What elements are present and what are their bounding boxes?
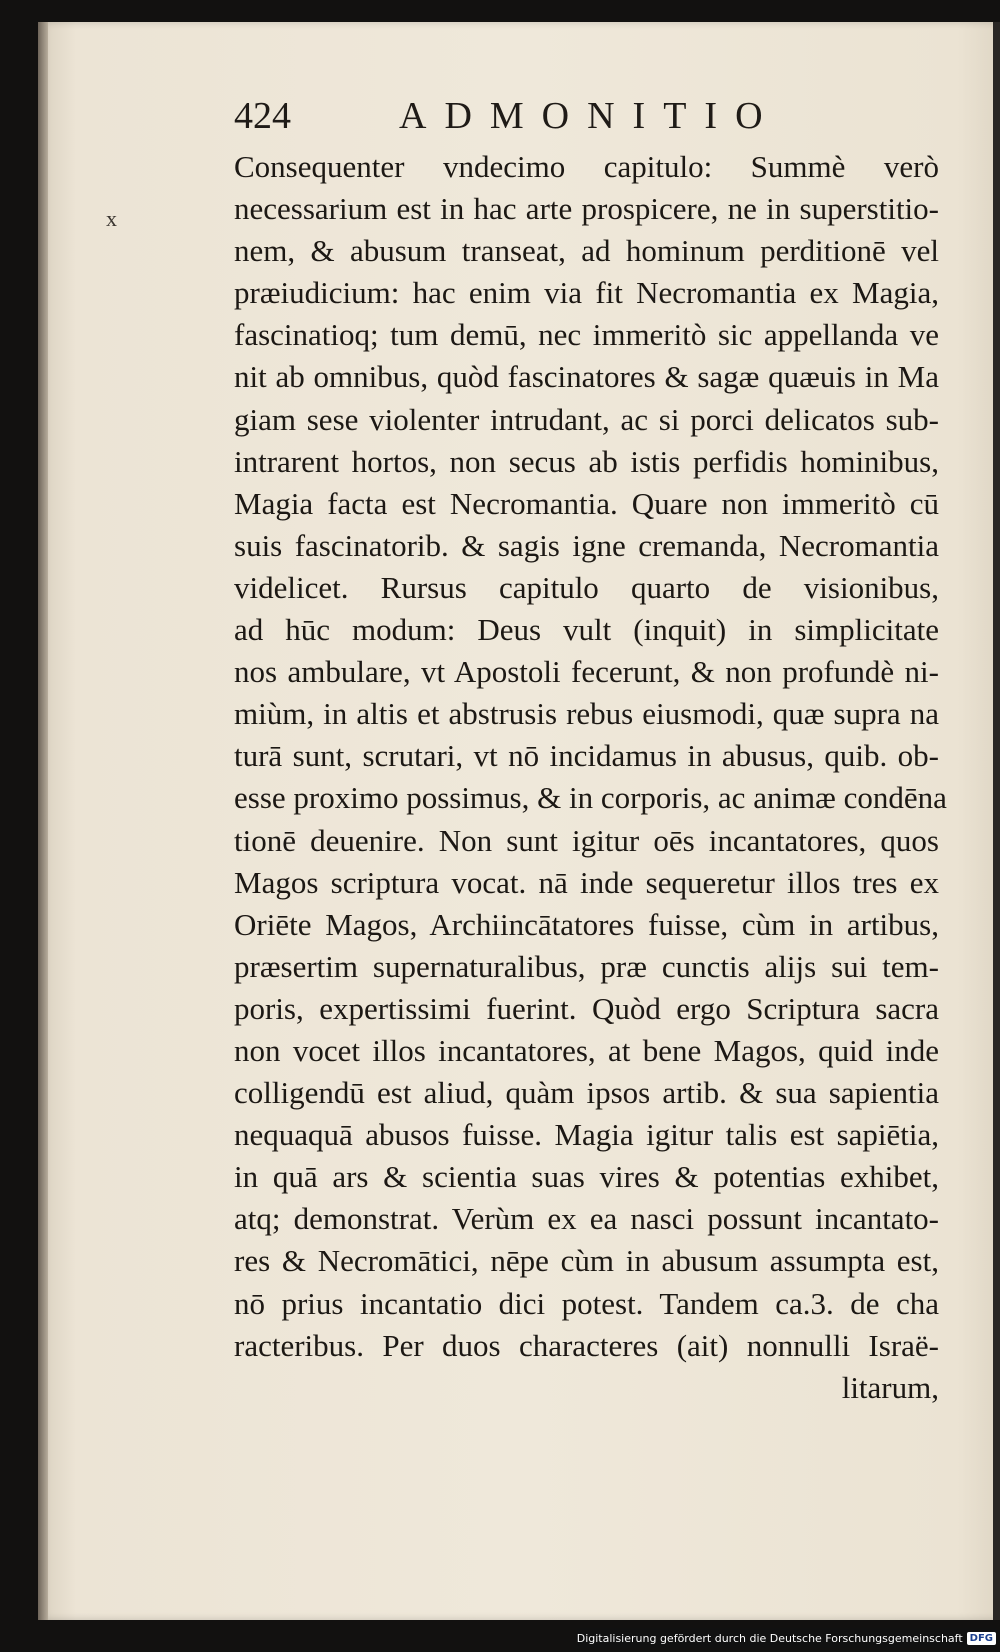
funding-text: Digitalisierung gefördert durch die Deutsche Forschungsgemeinschaft	[576, 1631, 963, 1645]
text-line: poris, expertissimi fuerint. Quòd ergo Scriptura sacra	[234, 990, 939, 1026]
catchword-line: litarum,	[841, 1369, 939, 1405]
text-line: ad hūc modum: Deus vult (inquit) in simplicitate	[234, 612, 939, 648]
text-line: videlicet. Rursus capitulo quarto de visionibus,	[234, 569, 939, 605]
text-line: nit ab omnibus, quòd fascinatores & sagæ quæuis in Ma	[234, 359, 939, 395]
text-line: res & Necromātici, nēpe cùm in abusum assumpta est,	[234, 1243, 939, 1279]
text-line: miùm, in altis et abstrusis rebus eiusmodi, quæ supra na	[234, 696, 939, 732]
text-line: præsertim supernaturalibus, præ cunctis alijs sui tem-	[234, 948, 939, 984]
text-line: tionē deuenire. Non sunt igitur oēs incantatores, quos	[234, 822, 939, 858]
text-line: colligendū est aliud, quàm ipsos artib. & sua sapientia	[234, 1075, 939, 1111]
text-line: atq; demonstrat. Verùm ex ea nasci possunt incantato-	[234, 1201, 939, 1237]
text-line: Consequenter vndecimo capitulo: Summè verò	[234, 149, 939, 184]
text-line: Magia facta est Necromantia. Quare non immeritò cū	[234, 485, 939, 521]
text-line: nos ambulare, vt Apostoli fecerunt, & non profundè ni-	[234, 654, 939, 690]
running-title: ADMONITIO	[399, 95, 781, 137]
page-gutter-shadow	[38, 22, 48, 1620]
funding-footer	[577, 1628, 996, 1648]
text-line: Magos scriptura vocat. nā inde sequeretur illos tres ex	[234, 864, 939, 900]
text-line: fascinatioq; tum demū, nec immeritò sic appellanda ve	[234, 317, 939, 353]
text-line: nō prius incantatio dici potest. Tandem ca.3. de cha	[234, 1285, 939, 1321]
text-line: nequaquā abusos fuisse. Magia igitur talis est sapiētia,	[234, 1117, 939, 1153]
page-number: 424	[234, 95, 291, 137]
text-line: esse proximo possimus, & in corporis, ac animæ condēna	[234, 780, 947, 816]
text-line: turā sunt, scrutari, vt nō incidamus in abusus, quib. ob-	[234, 738, 939, 774]
text-line: intrarent hortos, non secus ab istis perfidis hominibus,	[234, 443, 939, 479]
text-line: giam sese violenter intrudant, ac si porci delicatos sub-	[234, 401, 939, 437]
dfg-logo: DFG	[967, 1632, 996, 1645]
text-line: præiudicium: hac enim via fit Necromantia ex Magia,	[234, 275, 939, 311]
page-right-edge	[993, 22, 1000, 1620]
margin-mark: x	[106, 206, 117, 231]
text-line: in quā ars & scientia suas vires & potentias exhibet,	[234, 1159, 939, 1195]
text-line: Oriēte Magos, Archiincātatores fuisse, cùm in artibus,	[234, 906, 939, 942]
text-line: non vocet illos incantatores, at bene Magos, quid inde	[234, 1032, 939, 1068]
text-line: nem, & abusum transeat, ad hominum perditionē vel	[234, 233, 939, 269]
text-line: suis fascinatorib. & sagis igne cremanda, Necromantia	[234, 527, 939, 563]
text-line: racteribus. Per duos characteres (ait) nonnulli Israë-	[234, 1327, 939, 1363]
text-line: necessarium est in hac arte prospicere, ne in superstitio-	[234, 191, 939, 227]
body-text	[234, 146, 947, 1409]
page-header	[234, 92, 954, 142]
